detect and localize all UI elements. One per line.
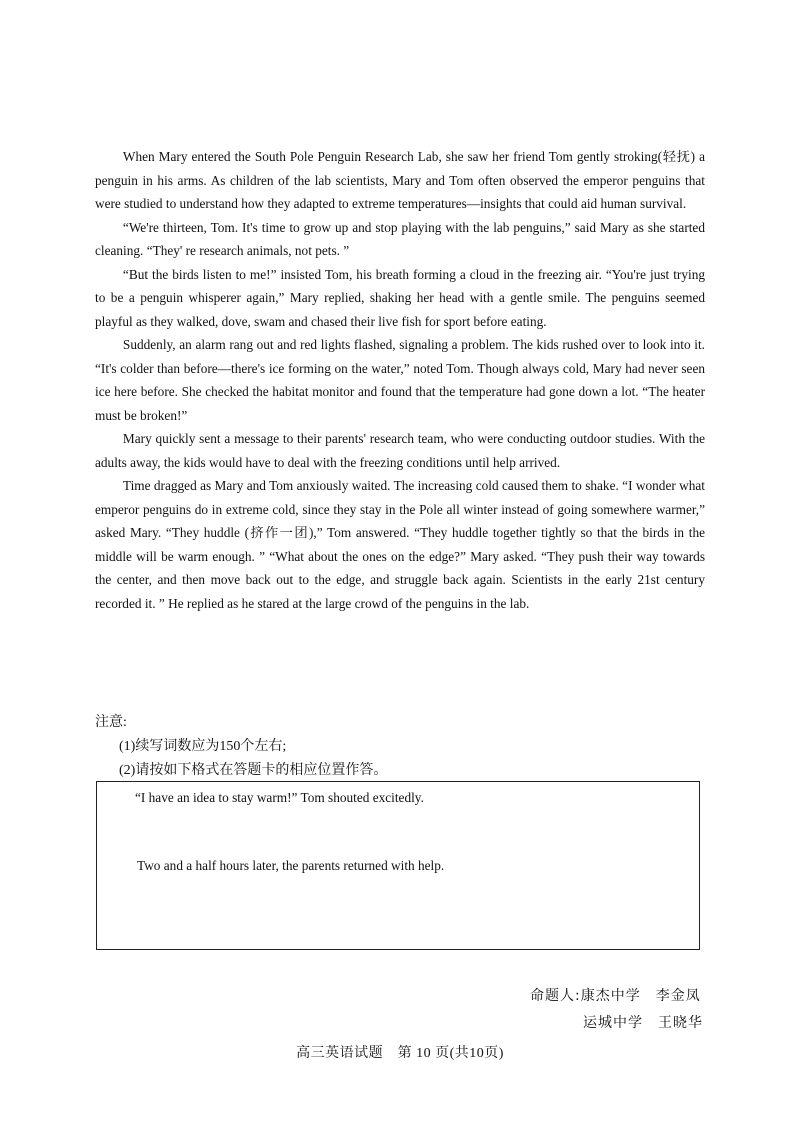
passage-paragraph-5: Mary quickly sent a message to their parents' research team, who were conducting outdoor studies. With the adults away, the kids would have to deal with the freezing conditions until help arrived. <box>95 431 705 470</box>
note-item-word-count: (1)续写词数应为150个左右; <box>119 739 287 754</box>
note-item-format: (2)请按如下格式在答题卡的相应位置作答。 <box>119 763 388 778</box>
answer-format-box <box>96 781 700 950</box>
reading-passage <box>95 145 705 615</box>
author-line-2: 运城中学 王晓华 <box>583 1015 703 1031</box>
continuation-opening-line-2: Two and a half hours later, the parents returned with help. <box>137 858 445 873</box>
instructions-notes <box>95 711 705 783</box>
passage-paragraph-1: When Mary entered the South Pole Penguin Research Lab, she saw her friend Tom gently stroking(轻抚) a penguin in his arms. As children of the lab scientists, Mary and Tom often observed the emperor penguins that were studied to understand how they adapted to extreme temperatures—insights that could aid human survival. <box>95 149 705 211</box>
passage-paragraph-2: “We're thirteen, Tom. It's time to grow up and stop playing with the lab penguins,” said Mary as she started cleaning. “They' re research animals, not pets. ” <box>95 219 705 258</box>
passage-paragraph-4: Suddenly, an alarm rang out and red lights flashed, signaling a problem. The kids rushed over to look into it. “It's colder than before—there's ice forming on the water,” noted Tom. Though always cold, Mary had never seen ice here before. She checked the habitat monitor and found that the temperature had gone down a lot. “The heater must be broken!” <box>95 337 705 423</box>
continuation-opening-line-1: “I have an idea to stay warm!” Tom shouted excitedly. <box>135 790 424 805</box>
notes-title: 注意: <box>95 715 127 730</box>
passage-paragraph-6: Time dragged as Mary and Tom anxiously waited. The increasing cold caused them to shake. “I wonder what emperor penguins do in extreme cold, since they stay in the Pole all winter instead of going somewhere warmer,” asked Mary. “They huddle (挤作一团),” Tom answered. “They huddle together tightly so that the birds in the middle will be warm enough. ” “What about the ones on the edge?” Mary asked. “They push their way towards the center, and then move back out to the edge, and struggle back again. Scientists in the early 21st century recorded it. ” He replied as he stared at the large crowd of the penguins in the lab. <box>95 478 705 611</box>
author-line-1: 命题人:康杰中学 李金凤 <box>530 988 701 1004</box>
passage-paragraph-3: “But the birds listen to me!” insisted Tom, his breath forming a cloud in the freezing air. “You're just trying to be a penguin whisperer again,” Mary replied, shaking her head with a gentle smile. The penguins seemed playful as they walked, dove, swam and chased their live fish for sport before eating. <box>95 266 705 329</box>
page-footer: 高三英语试题 第 10 页(共10页) <box>296 1046 504 1061</box>
